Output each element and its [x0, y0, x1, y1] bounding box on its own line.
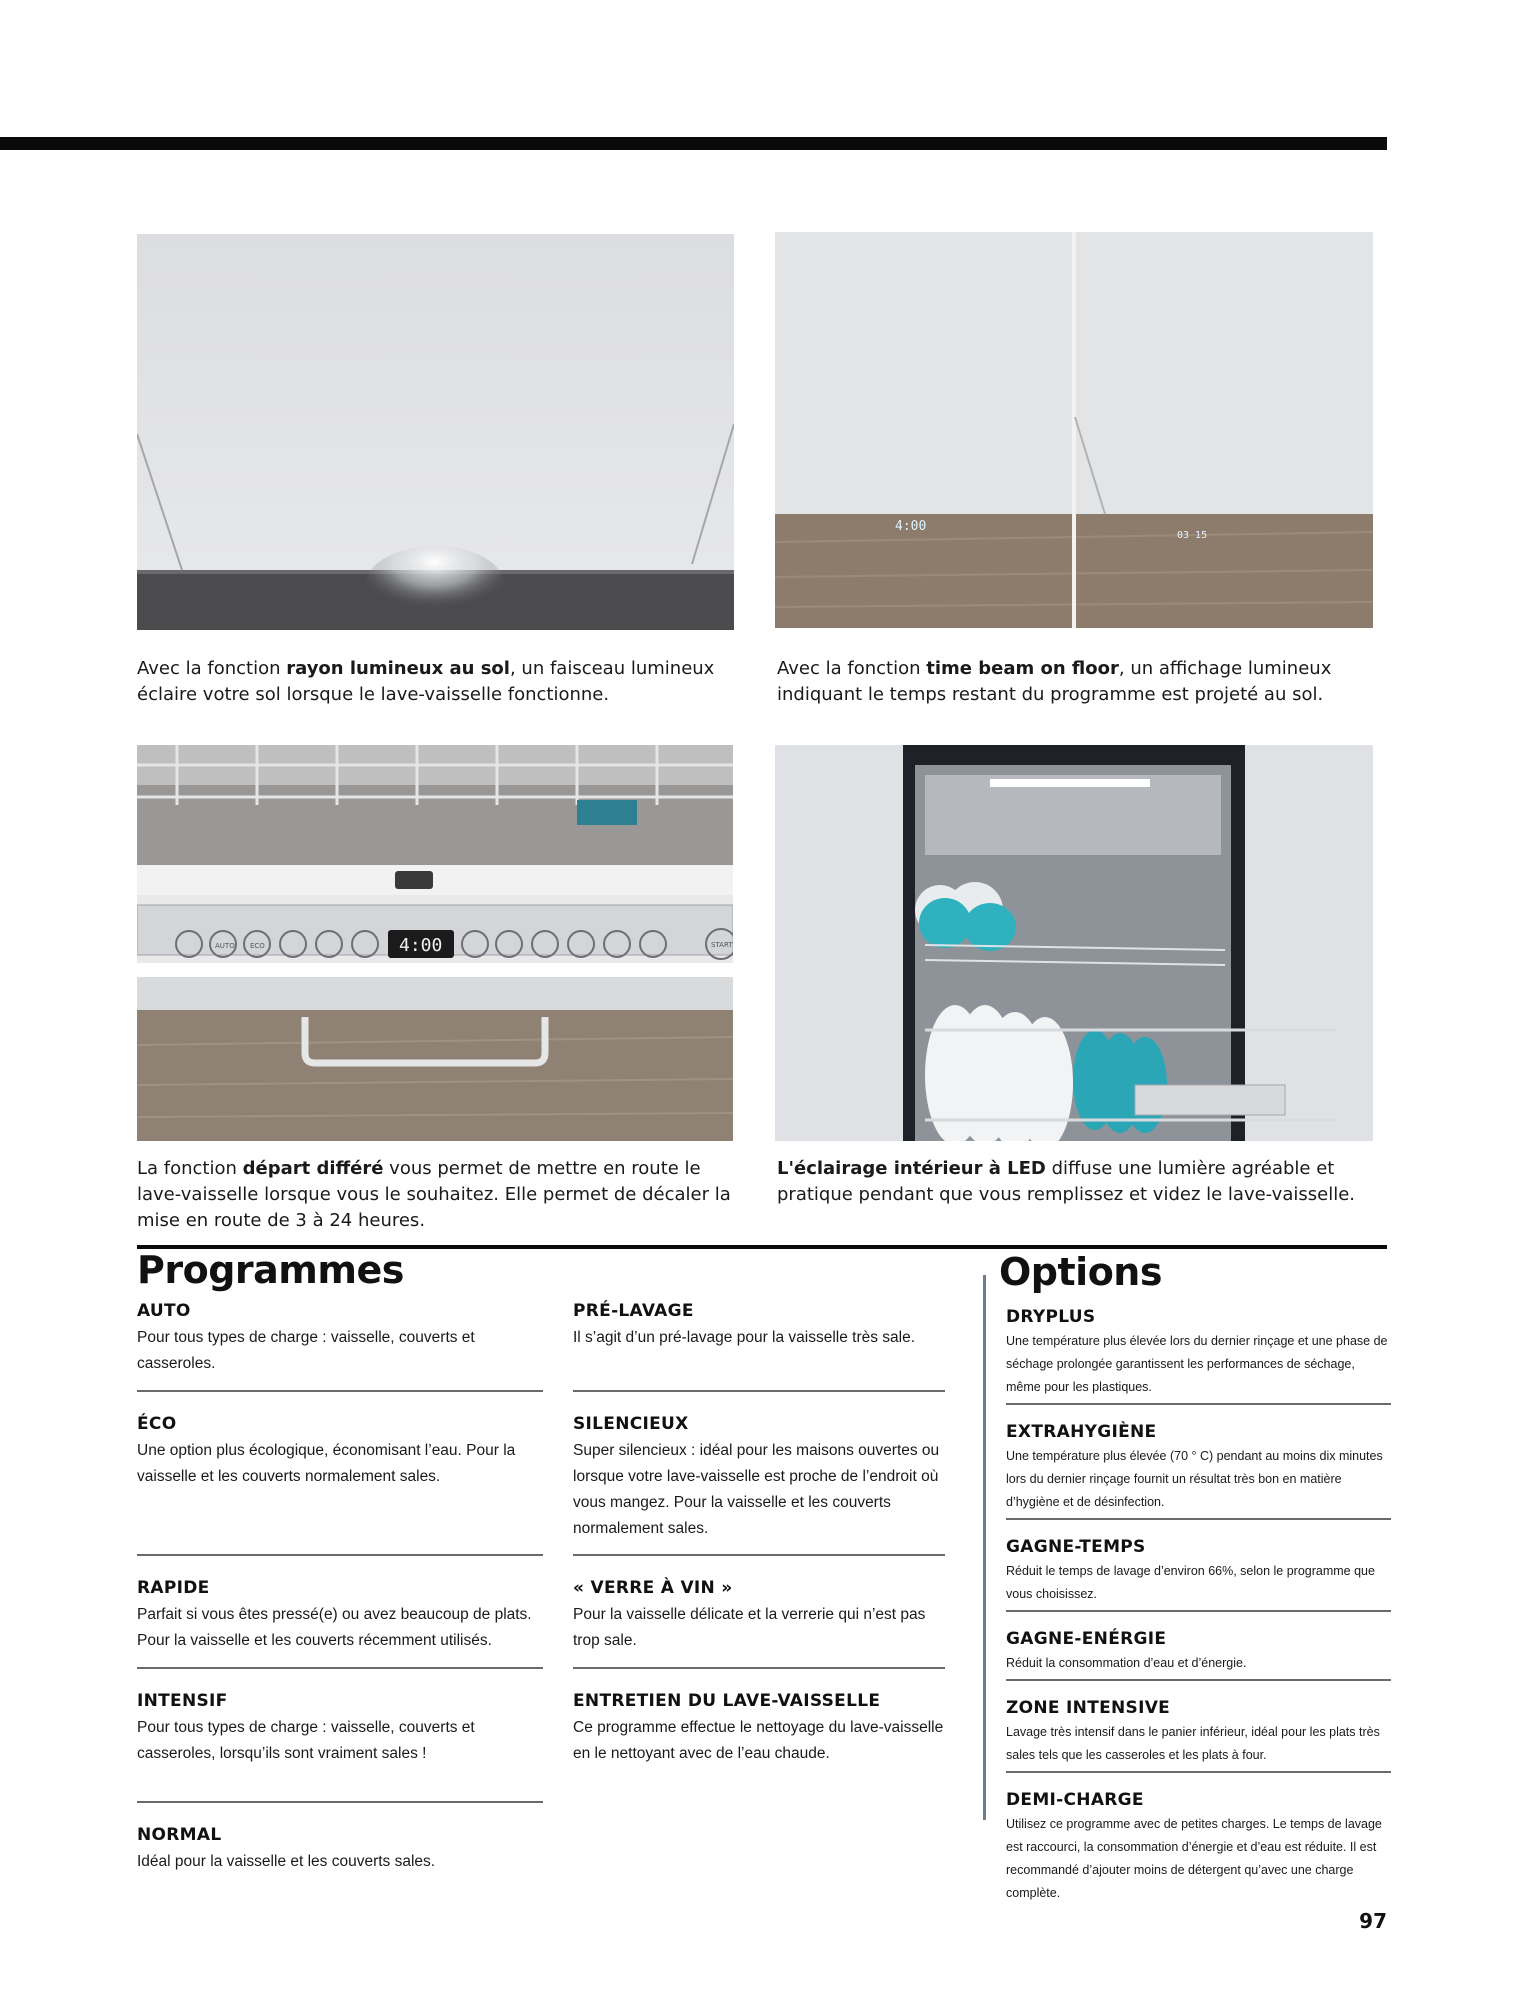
programme-description: Une option plus écologique, économisant l’eau. Pour la vaisselle et les couverts normalement sales. [137, 1442, 516, 1485]
programme-item [573, 1300, 945, 1392]
options-title: Options [999, 1250, 1162, 1294]
page-number: 97 [1359, 1909, 1387, 1933]
option-description: Lavage très intensif dans le panier inférieur, idéal pour les plats très sales tels que les casseroles et les plats à four. [1006, 1725, 1380, 1762]
programme-description: Ce programme effectue le nettoyage du lave-vaisselle en le nettoyant avec de l’eau chaude. [573, 1719, 944, 1762]
time-beam-right-display: 03 15 [1177, 530, 1208, 541]
programme-description: Idéal pour la vaisselle et les couverts sales. [137, 1853, 436, 1870]
photo-control-panel [137, 745, 733, 1141]
programme-description: Pour tous types de charge : vaisselle, couverts et casseroles, lorsqu’ils sont vraiment sales ! [137, 1719, 475, 1762]
programme-item [137, 1690, 543, 1803]
programme-description: Pour la vaisselle délicate et la verrerie qui n’est pas trop sale. [573, 1606, 926, 1649]
programme-name: ÉCO [137, 1414, 177, 1434]
programme-item [137, 1300, 543, 1392]
option-name: EXTRAHYGIÈNE [1006, 1422, 1157, 1442]
programme-item [573, 1690, 945, 1767]
option-item [1006, 1628, 1391, 1681]
programme-description: Pour tous types de charge : vaisselle, couverts et casseroles. [137, 1329, 475, 1372]
programme-name: « VERRE À VIN » [573, 1578, 733, 1598]
option-name: DRYPLUS [1006, 1307, 1096, 1327]
time-beam-left-display: 4:00 [895, 519, 927, 534]
option-item [1006, 1306, 1391, 1405]
option-description: Réduit le temps de lavage d’environ 66%, selon le programme que vous choisissez. [1006, 1564, 1375, 1601]
panel-auto-label: AUTO [215, 942, 235, 950]
programme-name: RAPIDE [137, 1578, 210, 1598]
options-column [1006, 1306, 1391, 1905]
caption-floor-light-beam: Avec la fonction rayon lumineux au sol, un faisceau lumineux éclaire votre sol lorsque le lave-vaisselle fonctionne. [137, 658, 715, 705]
option-description: Une température plus élevée (70 ° C) pendant au moins dix minutes lors du dernier rinçage fournit un résultat très bon en matière d’hygiène et de désinfection. [1006, 1449, 1383, 1509]
panel-display: 4:00 [399, 935, 443, 956]
panel-start-label: START [711, 941, 733, 949]
programme-description: Super silencieux : idéal pour les maisons ouvertes ou lorsque votre lave-vaisselle est proche de l’endroit où vous mangez. Pour la vaisselle et les couverts normalement sales. [573, 1442, 940, 1537]
programme-name: NORMAL [137, 1825, 222, 1845]
caption-time-beam: Avec la fonction time beam on floor, un affichage lumineux indiquant le temps restant du programme est projeté au sol. [777, 658, 1332, 705]
programme-name: INTENSIF [137, 1691, 228, 1711]
option-item [1006, 1697, 1391, 1773]
option-name: DEMI-CHARGE [1006, 1790, 1144, 1810]
programme-name: SILENCIEUX [573, 1414, 689, 1434]
photo-floor-light-beam [137, 234, 734, 630]
option-description: Une température plus élevée lors du dernier rinçage et une phase de séchage prolongée garantissent les performances de séchage, même pour les plastiques. [1006, 1334, 1388, 1394]
caption-led-light: L'éclairage intérieur à LED diffuse une lumière agréable et pratique pendant que vous remplissez et videz le lave-vaisselle. [777, 1158, 1355, 1205]
option-name: GAGNE-TEMPS [1006, 1537, 1146, 1557]
panel-eco-label: ECO [250, 942, 265, 950]
option-description: Utilisez ce programme avec de petites charges. Le temps de lavage est raccourci, la consommation d’énergie et d’eau est réduite. Il est recommandé d’ajouter moins de détergent qu’avec une charge complète. [1006, 1817, 1382, 1900]
programmes-column-1 [137, 1300, 543, 1875]
programmes-column-2 [573, 1300, 945, 1767]
programmes-title: Programmes [137, 1248, 404, 1292]
programme-item [137, 1413, 543, 1556]
top-rule [0, 137, 1387, 150]
programme-description: Il s’agit d’un pré-lavage pour la vaisselle très sale. [573, 1329, 916, 1346]
option-description: Réduit la consommation d’eau et d’énergie. [1006, 1656, 1247, 1670]
caption-delayed-start: La fonction départ différé vous permet de mettre en route le lave-vaisselle lorsque vous le souhaitez. Elle permet de décaler la mise en route de 3 à 24 heures. [137, 1158, 731, 1231]
option-item [1006, 1421, 1391, 1520]
programme-name: PRÉ-LAVAGE [573, 1301, 694, 1321]
options-vertical-rule [983, 1275, 986, 1820]
programme-item [137, 1824, 543, 1875]
programme-item [573, 1413, 945, 1556]
option-name: ZONE INTENSIVE [1006, 1698, 1171, 1718]
programme-name: AUTO [137, 1301, 191, 1321]
programme-item [137, 1577, 543, 1669]
option-name: GAGNE-ENÉRGIE [1006, 1629, 1167, 1649]
photo-time-beam-floor [775, 232, 1373, 628]
option-item [1006, 1789, 1391, 1905]
programme-description: Parfait si vous êtes pressé(e) ou avez beaucoup de plats. Pour la vaisselle et les couverts récemment utilisés. [137, 1606, 532, 1649]
photo-led-interior [775, 745, 1373, 1141]
programme-name: ENTRETIEN DU LAVE-VAISSELLE [573, 1691, 881, 1711]
programme-item [573, 1577, 945, 1669]
option-item [1006, 1536, 1391, 1612]
